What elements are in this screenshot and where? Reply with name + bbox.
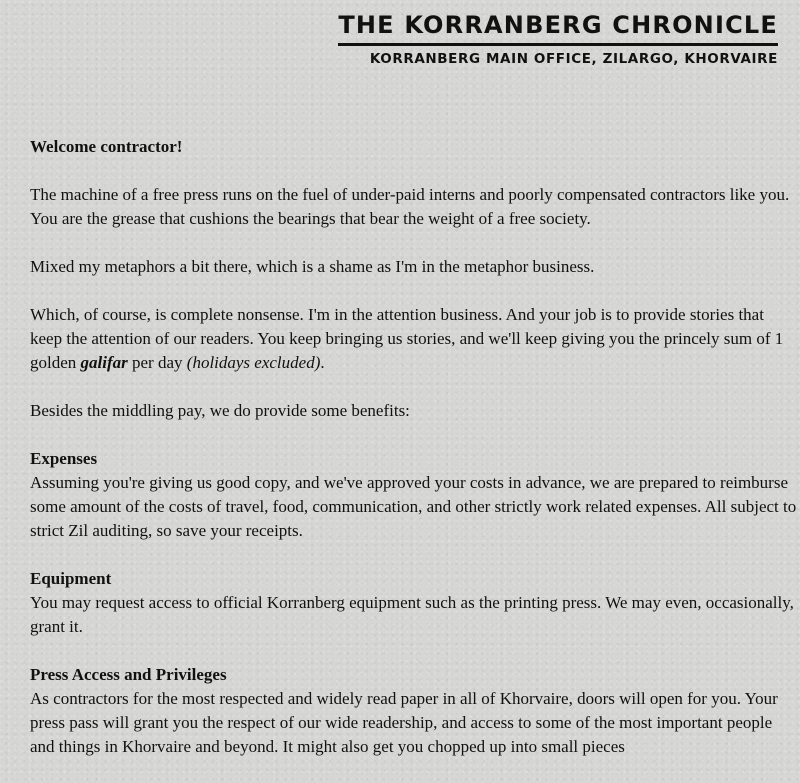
- letter-body: [30, 135, 800, 783]
- pay-text-middle: per day: [127, 353, 187, 372]
- section-heading-equipment: Equipment: [30, 569, 112, 588]
- letter-greeting: Welcome contractor!: [30, 137, 183, 156]
- section-heading-expenses: Expenses: [30, 449, 98, 468]
- section-body-press-access: As contractors for the most respected and widely read paper in all of Khorvaire, doors will open for you. Your press pass will grant you the respect of our wide readership, and access to some of the most important people and things in Khorvaire and beyond. It might also get you chopped up into small pieces: [30, 689, 778, 756]
- pay-text-end: .: [320, 353, 325, 372]
- section-body-expenses: Assuming you're giving us good copy, and we've approved your costs in advance, we are prepared to reimburse some amount of the costs of travel, food, communication, and other strictly work related expenses. All subject to strict Zil auditing, so save your receipts.: [30, 473, 797, 540]
- masthead: [338, 10, 778, 68]
- section-expenses: [30, 447, 800, 543]
- section-heading-press-access: Press Access and Privileges: [30, 665, 227, 684]
- holidays-note: (holidays excluded): [186, 353, 321, 372]
- section-equipment: [30, 567, 800, 639]
- masthead-title: THE KORRANBERG CHRONICLE: [338, 10, 778, 46]
- letter-paragraph-pay: [30, 303, 800, 375]
- letter-paragraph-benefits: Besides the middling pay, we do provide some benefits:: [30, 401, 410, 420]
- letter-paragraph-intro: The machine of a free press runs on the fuel of under-paid interns and poorly compensated contractors like you. You are the grease that cushions the bearings that bear the weight of a free society.: [30, 185, 790, 228]
- currency-name: galifar: [80, 353, 128, 372]
- section-body-equipment: You may request access to official Korranberg equipment such as the printing press. We may even, occasionally, grant it.: [30, 593, 794, 636]
- masthead-subtitle: KORRANBERG MAIN OFFICE, ZILARGO, KHORVAIRE: [369, 51, 778, 67]
- pay-text-start: Which, of course, is complete nonsense. I'm in the attention business. And your job is to provide stories that keep the attention of our readers. You keep bringing us stories, and we'll keep giving you the princely sum of 1 golden: [30, 305, 784, 372]
- section-press-access: [30, 663, 800, 759]
- letter-paragraph-metaphor: Mixed my metaphors a bit there, which is a shame as I'm in the metaphor business.: [30, 257, 595, 276]
